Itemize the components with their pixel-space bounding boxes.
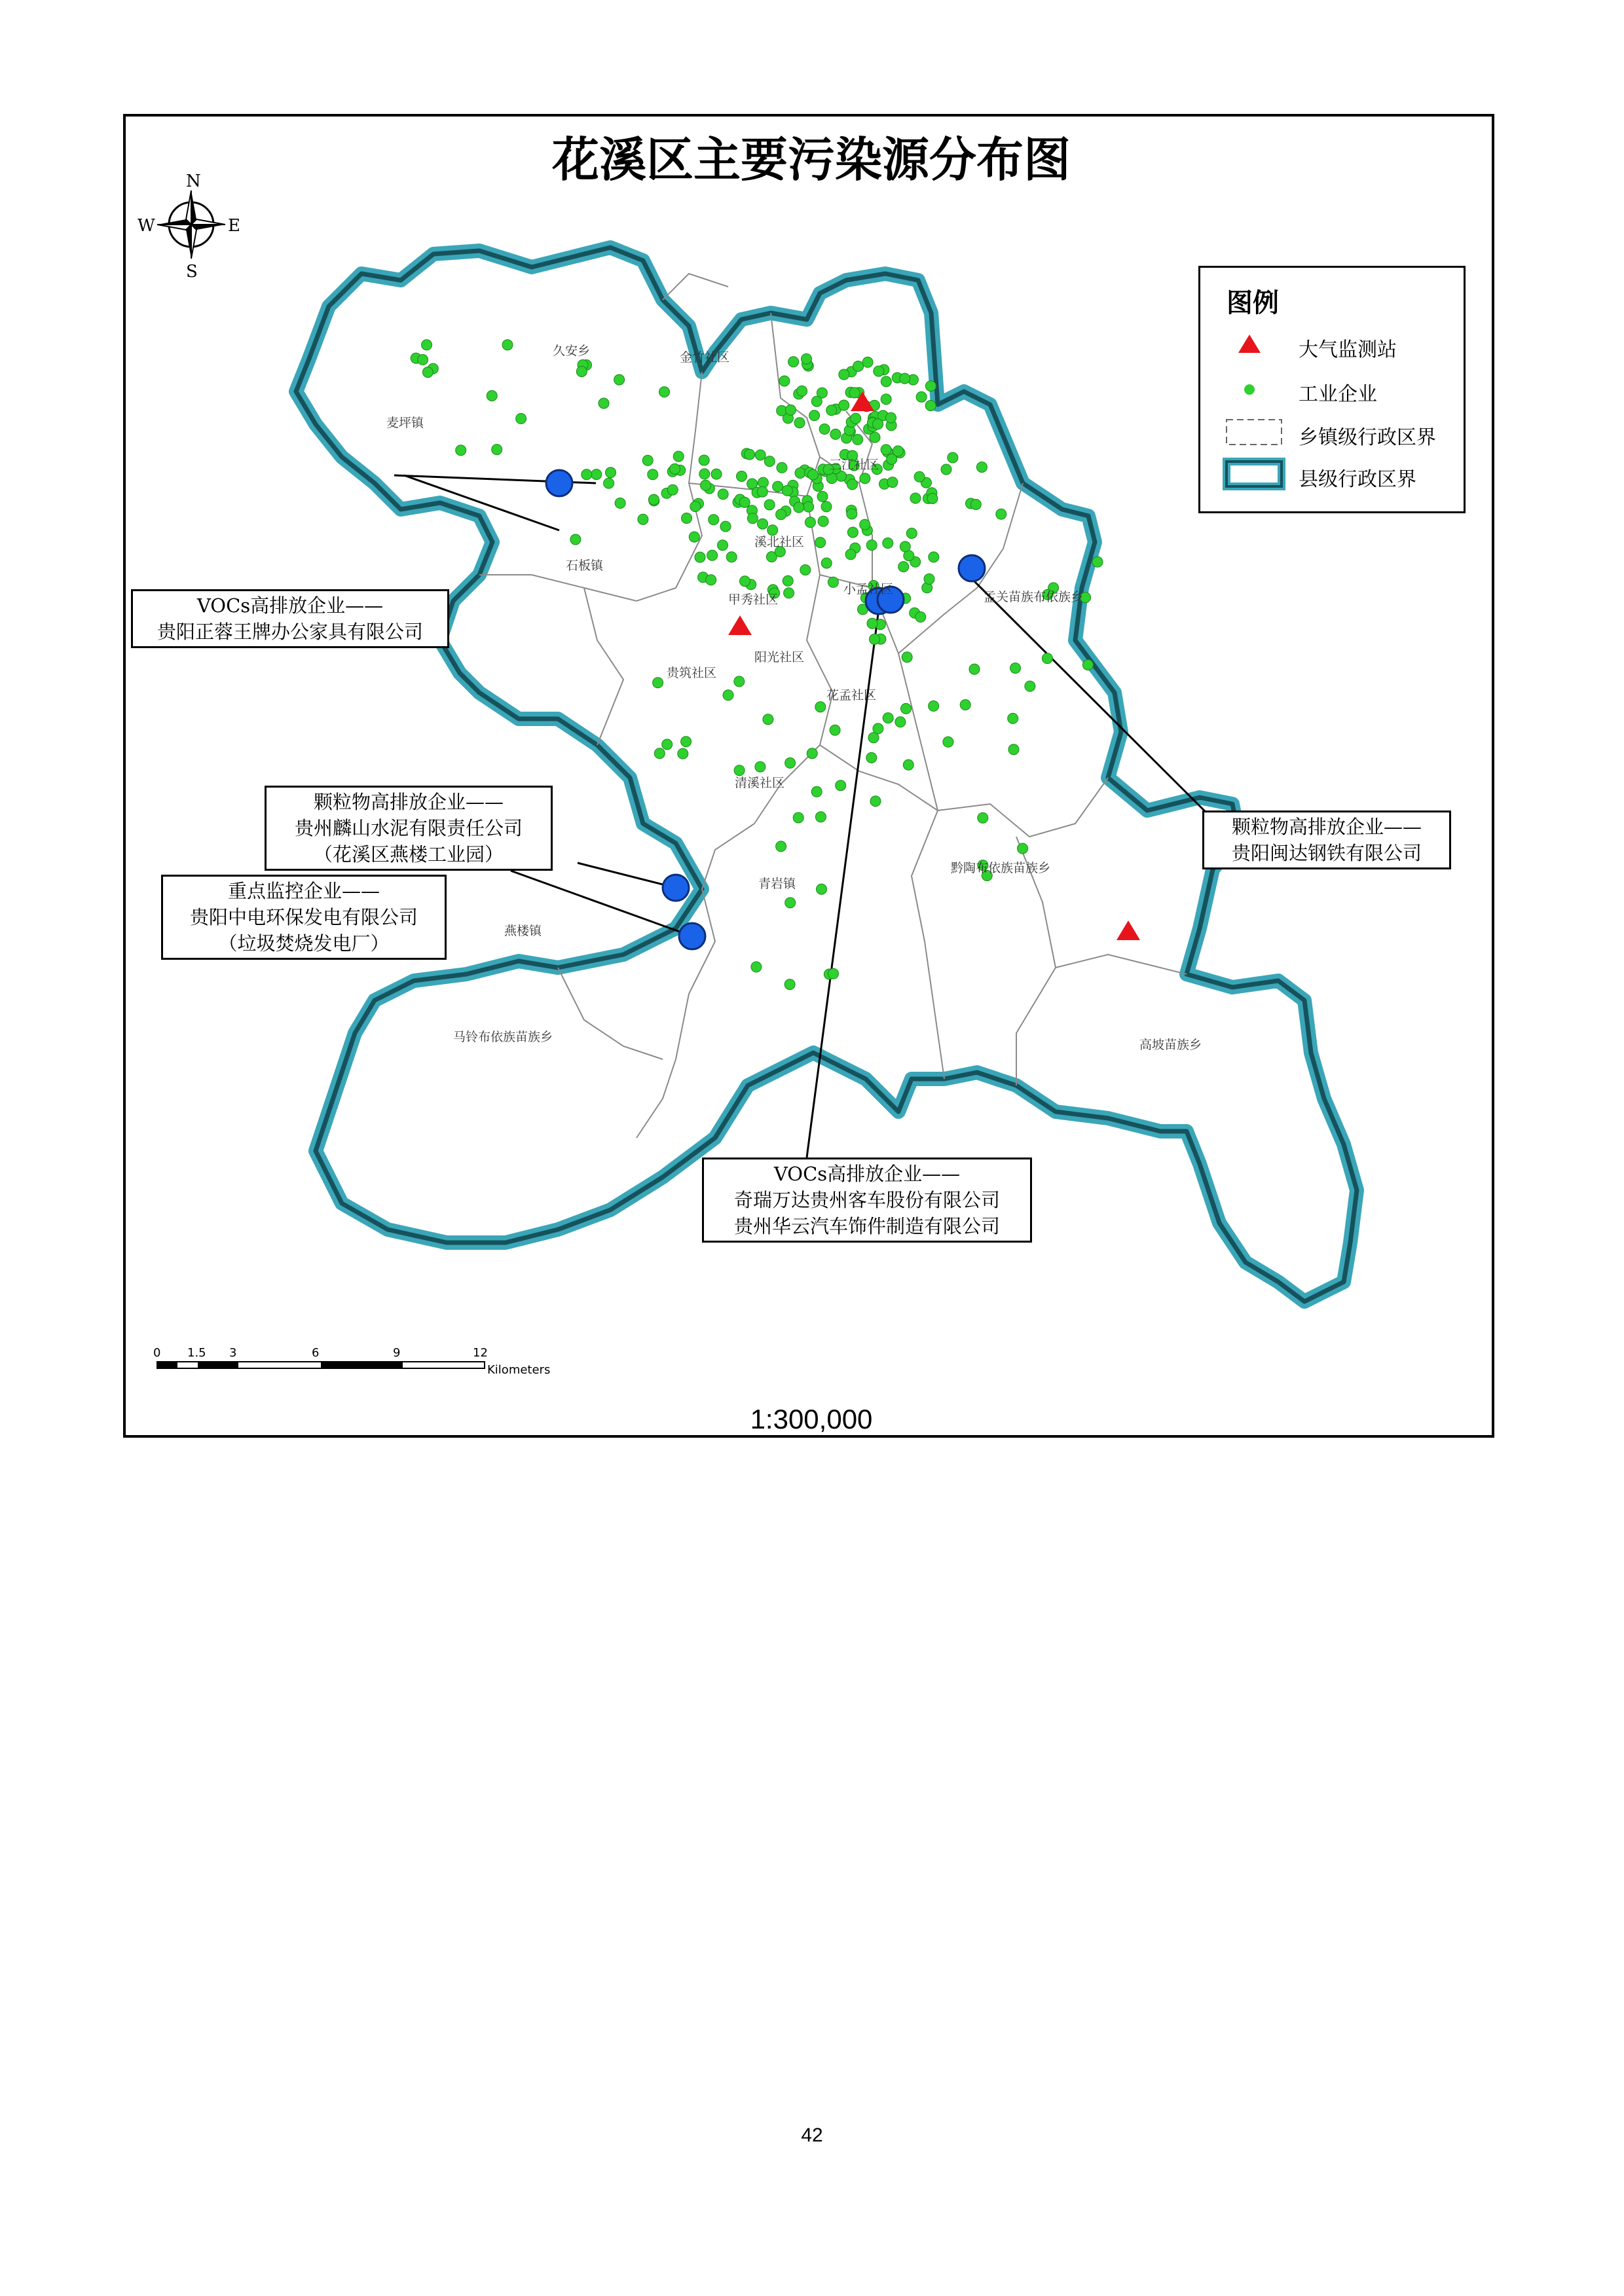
township-boundaries [479, 274, 1187, 1138]
enterprise-dot [745, 449, 755, 460]
enterprise-dot [740, 576, 750, 587]
enterprise-dot [828, 577, 838, 587]
callout-voc1-line1: VOCs高排放企业—— [196, 594, 384, 617]
enterprise-dot [900, 541, 910, 552]
scale-tick-3: 6 [312, 1346, 320, 1360]
legend-title: 图例 [1227, 288, 1279, 318]
place-jinzhu: 金竹社区 [680, 350, 730, 365]
enterprise-dot [830, 725, 840, 735]
callout-key-line1: 重点监控企业—— [227, 880, 380, 902]
enterprise-dot [873, 419, 883, 429]
place-yangguang: 阳光社区 [754, 650, 805, 665]
enterprise-dot [690, 501, 701, 512]
county-boundary [296, 247, 1357, 1302]
township-line [558, 968, 663, 1059]
enterprise-dot [916, 392, 927, 402]
enterprise-dot [516, 413, 526, 424]
callout-key-line3: （垃圾焚烧发电厂） [218, 932, 390, 955]
enterprise-dot [706, 575, 716, 585]
enterprise-dot [699, 469, 710, 479]
enterprise-dot [794, 418, 805, 428]
enterprise-dot [903, 759, 913, 770]
enterprise-dot [847, 509, 857, 519]
enterprise-dot [785, 757, 796, 768]
enterprise-dot [805, 517, 815, 528]
compass-s: S [186, 262, 198, 282]
enterprise-dot [895, 717, 906, 727]
enterprise-dot [776, 841, 786, 852]
enterprise-dot [1092, 556, 1103, 567]
compass-point [157, 219, 191, 225]
enterprise-dot [701, 480, 711, 490]
enterprise-dot [887, 454, 897, 465]
enterprise-dot [811, 786, 822, 797]
enterprise-dot [924, 574, 934, 584]
enterprise-dot [807, 748, 817, 759]
enterprise-dot [839, 400, 849, 410]
callout-particle2-line1: 颗粒物高排放企业—— [1231, 816, 1422, 838]
enterprise-dot [648, 494, 659, 505]
enterprise-dot [718, 489, 728, 500]
callout-key-line2: 贵阳中电环保发电有限公司 [189, 906, 418, 928]
enterprise-dot [788, 357, 799, 367]
enterprise-dot [681, 737, 692, 747]
enterprise-dot [851, 413, 861, 424]
enterprise-dot [576, 367, 587, 377]
enterprise-dot [815, 812, 826, 822]
place-sanjiang: 三江社区 [829, 458, 879, 472]
enterprise-dot [818, 516, 828, 526]
enterprise-dot [711, 469, 722, 479]
legend-county-symbol-glow [1227, 462, 1282, 486]
enterprise-dot [910, 493, 921, 503]
enterprise-dot [948, 452, 958, 463]
enterprise-dot [737, 471, 747, 482]
township-line [663, 274, 728, 300]
enterprise-dot [734, 765, 745, 776]
legend-label-station: 大气监测站 [1299, 338, 1397, 361]
callout-particle2-line2: 贵阳闽达钢铁有限公司 [1231, 842, 1422, 864]
enterprise-dot [815, 538, 826, 548]
callout-voc2-line2: 奇瑞万达贵州客车股份有限公司 [733, 1189, 1000, 1211]
enterprise-dot [642, 455, 653, 465]
connector-particle1 [578, 863, 676, 888]
enterprise-dot [707, 550, 718, 560]
legend-station-symbol [1238, 335, 1261, 353]
enterprise-dot [821, 558, 832, 568]
enterprise-dot [492, 445, 502, 455]
legend-township-symbol [1227, 420, 1282, 445]
compass-point [191, 225, 225, 230]
enterprise-dot [870, 634, 880, 644]
township-line [1056, 955, 1187, 974]
enterprise-dot [758, 519, 768, 529]
scale-tick-5: 12 [473, 1346, 488, 1360]
enterprise-dot [887, 477, 898, 488]
enterprise-dot [853, 434, 863, 445]
enterprise-dot [599, 398, 609, 409]
enterprise-dot [819, 424, 830, 434]
enterprise-dot [1082, 660, 1093, 670]
callout-key [161, 875, 447, 960]
place-heishi: 黔陶布依族苗族乡 [951, 861, 1051, 875]
enterprise-dot [783, 575, 793, 586]
enterprise-dot [723, 690, 733, 701]
enterprise-dot [883, 538, 893, 549]
station-marker [1116, 920, 1140, 940]
legend-enterprise-symbol [1244, 384, 1255, 395]
enterprise-dot [418, 354, 428, 365]
callout-voc2 [702, 1157, 1032, 1243]
highlight-zhengrongwang [546, 470, 572, 496]
enterprise-dot [695, 552, 705, 562]
place-mengguan: 孟关苗族布依族乡 [984, 590, 1084, 604]
scale-tick-0: 0 [153, 1346, 161, 1360]
enterprise-dot [862, 357, 873, 367]
enterprise-dot [776, 509, 786, 520]
place-gaopo: 高坡苗族乡 [1139, 1038, 1202, 1052]
enterprise-dot [836, 780, 846, 791]
enterprise-dot [800, 565, 811, 575]
enterprise-dot [828, 968, 839, 979]
scale-bar-segment [321, 1362, 403, 1368]
enterprise-dot [739, 497, 750, 507]
callout-particle2 [1202, 811, 1451, 869]
enterprise-dot [638, 514, 648, 524]
place-labels [386, 344, 1202, 1052]
enterprise-dot [785, 405, 796, 415]
place-guizhu: 贵筑社区 [667, 666, 717, 680]
page-number: 42 [801, 2124, 823, 2146]
enterprise-dot [881, 445, 891, 455]
enterprise-dot [830, 429, 841, 439]
enterprise-dot [1008, 713, 1018, 723]
enterprise-dot [755, 450, 766, 460]
enterprise-dot [969, 664, 980, 674]
enterprise-dot [925, 381, 936, 392]
enterprise-dot [673, 451, 684, 462]
enterprise-dot [614, 374, 625, 385]
enterprise-dot [929, 552, 939, 562]
enterprise-dot [757, 486, 767, 497]
scale-ratio: 1:300,000 [750, 1404, 873, 1434]
highlight-minda [959, 555, 985, 581]
enterprise-dot [570, 534, 581, 545]
compass-point [186, 191, 191, 225]
scale-bar [157, 1362, 485, 1368]
enterprise-dot [978, 812, 988, 823]
enterprise-dot [682, 513, 692, 524]
place-huameng: 花孟社区 [826, 688, 877, 702]
enterprise-dot [870, 432, 880, 443]
enterprise-dot [678, 748, 688, 759]
enterprise-dot [847, 527, 858, 538]
enterprise-dot [906, 528, 917, 539]
scale-bar-segment [157, 1362, 177, 1368]
station-marker [728, 615, 752, 635]
enterprise-dot [659, 387, 670, 397]
place-qingxi: 清溪社区 [735, 776, 785, 790]
enterprise-dot [902, 652, 912, 663]
scale-tick-2: 3 [229, 1346, 237, 1360]
map-frame [123, 114, 1494, 1438]
enterprise-dot [604, 478, 614, 488]
enterprise-dot [860, 473, 870, 484]
enterprise-dot [764, 456, 775, 467]
enterprise-dot [803, 501, 814, 512]
enterprise-dot [794, 502, 804, 513]
enterprise-dot [773, 481, 783, 492]
callout-particle1 [265, 786, 553, 871]
enterprise-dot [502, 340, 513, 350]
enterprise-dot [915, 611, 926, 622]
enterprise-dot [898, 562, 909, 572]
enterprise-dot [726, 552, 737, 562]
enterprise-dot [784, 588, 794, 598]
compass-e: E [228, 216, 240, 236]
legend [1198, 266, 1466, 513]
enterprise-dot [1042, 653, 1052, 664]
enterprise-dot [648, 469, 658, 480]
enterprise-dot [782, 485, 792, 496]
place-shiban: 石板镇 [566, 558, 604, 573]
callout-particle1-line2: 贵州麟山水泥有限责任公司 [294, 817, 523, 839]
enterprise-dot [1008, 744, 1019, 755]
place-jiuan: 久安乡 [553, 344, 591, 358]
compass-w: W [138, 216, 155, 236]
enterprise-dot [1025, 681, 1035, 691]
enterprise-dot [839, 369, 849, 380]
enterprise-dot [870, 796, 881, 807]
enterprise-dot [767, 525, 778, 536]
enterprise-dot [615, 498, 625, 509]
enterprise-dot [914, 471, 925, 482]
enterprise-dot [718, 540, 728, 551]
connector-particle2 [970, 577, 1211, 817]
enterprise-dot [900, 373, 910, 384]
enterprise-dot [808, 469, 819, 480]
compass-point [191, 219, 225, 225]
enterprise-dot [795, 468, 805, 479]
enterprise-dot [866, 752, 877, 763]
enterprise-dot [422, 340, 432, 350]
enterprise-dot [456, 445, 466, 456]
enterprise-dot [901, 703, 912, 714]
callout-voc2-line3: 贵州华云汽车饰件制造有限公司 [733, 1215, 1000, 1237]
map-title: 花溪区主要污染源分布图 [551, 132, 1071, 187]
place-xibei: 溪北社区 [754, 535, 805, 549]
enterprise-dot [422, 367, 433, 378]
enterprise-dot [802, 354, 812, 364]
enterprise-dot [817, 491, 828, 501]
callout-voc1-line2: 贵阳正蓉王牌办公家具有限公司 [157, 621, 423, 643]
scale-bar-segment [198, 1362, 238, 1368]
enterprise-dot [883, 713, 893, 723]
enterprise-dot [662, 739, 673, 750]
enterprise-dot [654, 748, 665, 759]
enterprise-dot [811, 396, 822, 407]
enterprise-dot [667, 484, 678, 495]
place-xiaomeng: 小孟社区 [843, 582, 894, 596]
enterprise-dot [874, 366, 884, 376]
callout-particle1-line3: （花溪区燕楼工业园） [313, 843, 504, 866]
enterprise-dot [709, 515, 719, 525]
place-qingyan: 青岩镇 [758, 877, 796, 891]
enterprise-dot [784, 979, 795, 990]
enterprise-dot [779, 376, 790, 386]
enterprise-dot [925, 401, 936, 411]
enterprise-dot [720, 521, 731, 532]
enterprise-dot [927, 494, 938, 504]
scale-tick-1: 1.5 [187, 1346, 206, 1360]
enterprise-dot [797, 386, 807, 396]
enterprise-dot [970, 500, 981, 510]
enterprise-dot [847, 479, 858, 490]
enterprise-dot [853, 361, 864, 371]
enterprise-dot [867, 618, 877, 629]
enterprise-dot [941, 464, 951, 475]
township-line [912, 811, 944, 1079]
enterprise-dot [1018, 843, 1028, 854]
callout-voc2-line1: VOCs高排放企业—— [773, 1163, 961, 1185]
place-yanlou: 燕楼镇 [504, 924, 542, 938]
scale-tick-4: 9 [393, 1346, 401, 1360]
enterprise-dot [873, 723, 883, 734]
enterprise-dot [845, 549, 856, 560]
enterprise-dot [653, 678, 663, 688]
enterprise-dot [793, 812, 803, 823]
legend-label-township: 乡镇级行政区界 [1299, 426, 1436, 449]
place-jiaqing: 甲秀社区 [728, 592, 779, 607]
enterprise-dot [996, 509, 1006, 519]
enterprise-dot [881, 376, 891, 387]
enterprise-dot [699, 455, 709, 465]
callout-voc1 [131, 589, 449, 648]
enterprise-dot [1010, 663, 1021, 674]
township-line [702, 824, 754, 889]
enterprise-dot [849, 388, 860, 398]
enterprise-dot [747, 513, 758, 524]
scale-unit: Kilometers [487, 1363, 551, 1377]
township-line [584, 588, 623, 745]
enterprise-dot [670, 464, 680, 474]
monitoring-stations [728, 392, 1140, 940]
enterprise-dot [809, 410, 820, 421]
legend-label-enterprise: 工业企业 [1299, 383, 1377, 406]
enterprise-dot [487, 391, 497, 401]
county-boundary-glow [296, 247, 1357, 1302]
enterprise-dot [886, 412, 896, 423]
enterprise-dot [777, 462, 787, 473]
legend-label-county: 县级行政区界 [1299, 468, 1416, 491]
compass-n: N [186, 172, 201, 191]
enterprise-dot [591, 469, 602, 480]
enterprise-dot [860, 519, 870, 530]
compass-point [191, 225, 196, 259]
township-line [938, 778, 1108, 837]
enterprise-dot [764, 500, 775, 510]
enterprise-dot [734, 676, 745, 687]
enterprise-dot [755, 761, 766, 772]
place-maiping: 麦坪镇 [386, 416, 424, 430]
enterprise-dot [751, 962, 762, 972]
highlight-zhongdian [679, 923, 705, 949]
enterprise-dot [817, 884, 827, 894]
enterprise-dot [960, 700, 970, 710]
enterprise-dot [866, 540, 877, 551]
highlight-linshan [663, 875, 689, 901]
enterprise-dot [881, 394, 891, 405]
enterprise-dot [943, 737, 953, 747]
enterprise-dot [929, 701, 939, 711]
enterprise-dot [606, 467, 616, 478]
enterprise-dot [821, 501, 832, 512]
enterprise-dot [976, 462, 987, 473]
callout-particle1-line1: 颗粒物高排放企业—— [313, 791, 504, 813]
enterprise-dot [763, 714, 773, 725]
enterprise-dot [826, 405, 837, 416]
enterprise-dot [785, 898, 796, 908]
enterprise-dot [815, 702, 826, 712]
compass-point [157, 225, 191, 230]
enterprise-dot [689, 532, 699, 542]
place-maling: 马铃布依族苗族乡 [453, 1030, 553, 1044]
enterprise-dot [581, 469, 592, 480]
